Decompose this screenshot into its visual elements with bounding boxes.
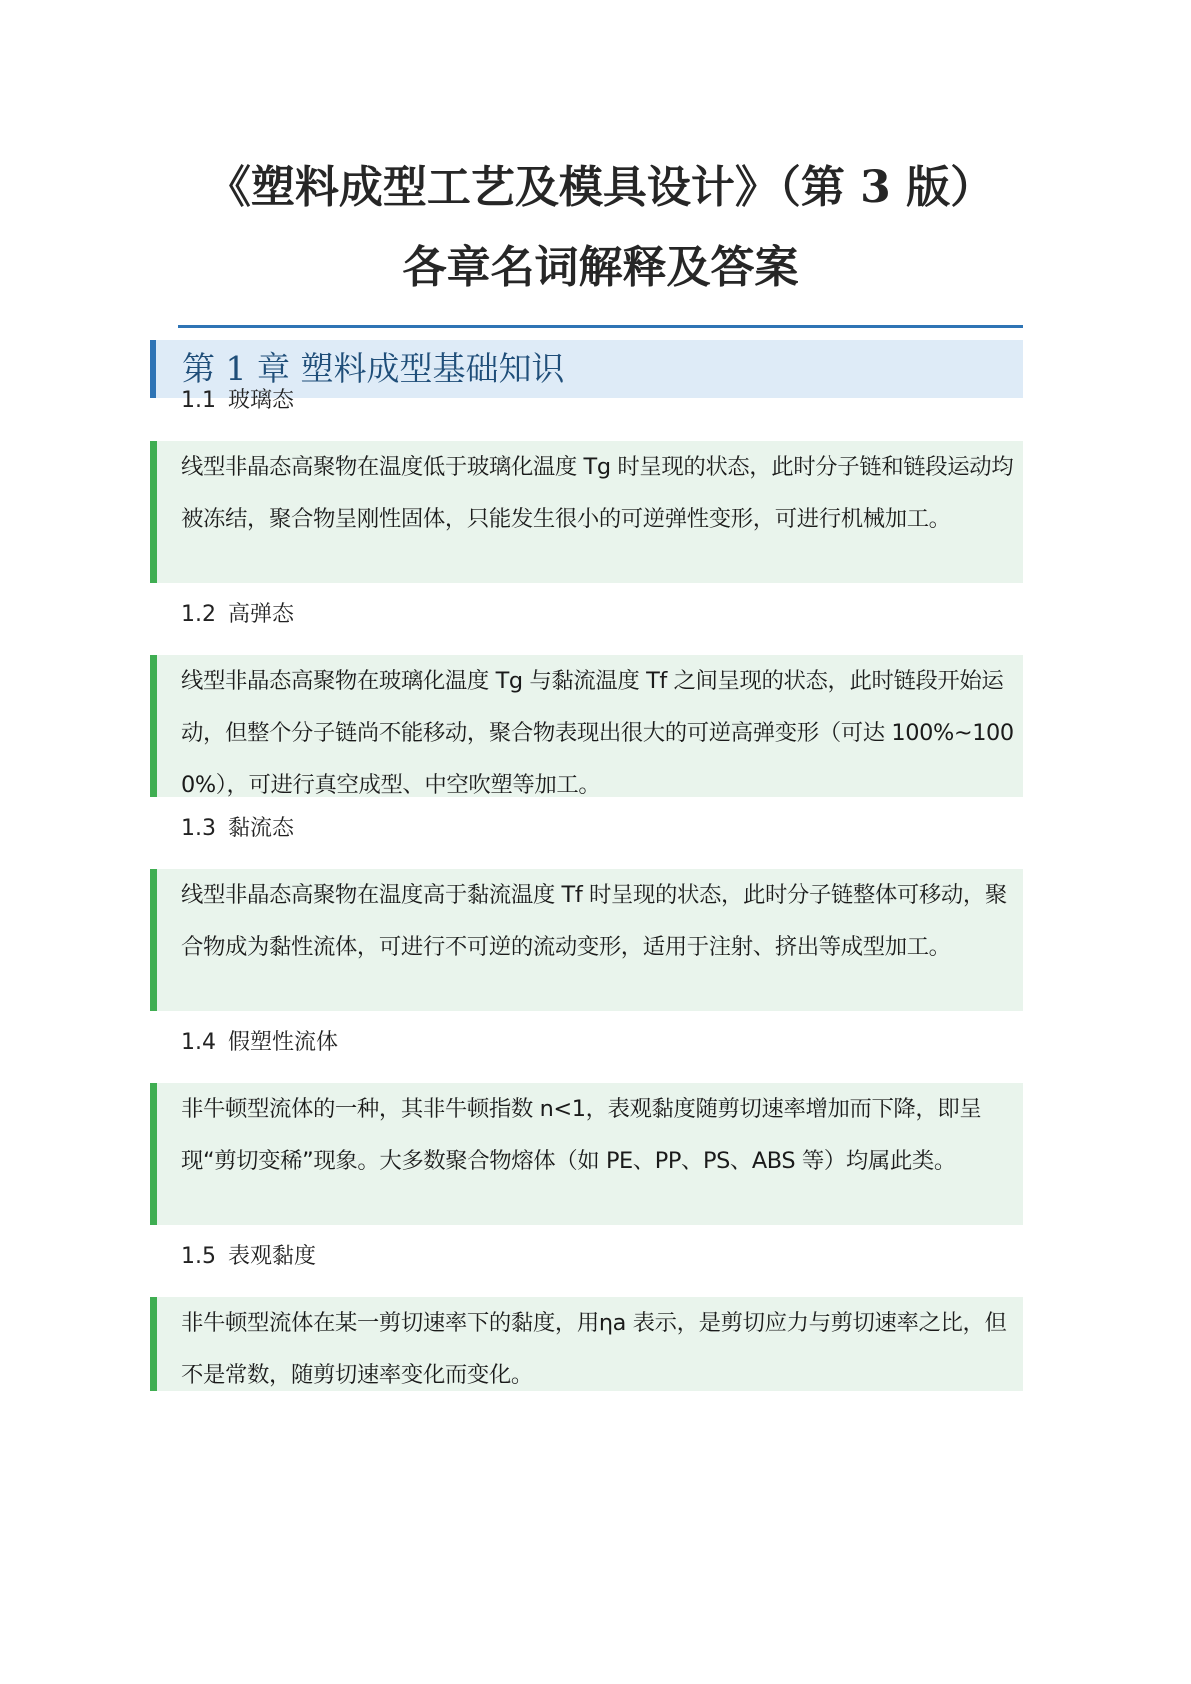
definition-box xyxy=(150,1083,1023,1225)
definition-text: 线型非晶态高聚物在温度低于玻璃化温度 Tg 时呈现的状态，此时分子链和链段运动均被冻结，聚合物呈刚性固体，只能发生很小的可逆弹性变形，可进行机械加工。 xyxy=(181,454,1014,532)
term-number: 1.2 xyxy=(181,602,216,627)
document-title xyxy=(178,148,1023,308)
definition-box xyxy=(150,869,1023,1011)
term-heading xyxy=(181,812,294,846)
definition-text: 线型非晶态高聚物在玻璃化温度 Tg 与黏流温度 Tf 之间呈现的状态，此时链段开始运动，但整个分子链尚不能移动，聚合物表现出很大的可逆高弹变形（可达 100%~1000%），可进行真空成型、中空吹塑等加工。 xyxy=(181,668,1014,798)
definition-box xyxy=(150,655,1023,797)
definition-text: 非牛顿型流体的一种，其非牛顿指数 n<1，表观黏度随剪切速率增加而下降，即呈现“剪切变稀”现象。大多数聚合物熔体（如 PE、PP、PS、ABS 等）均属此类。 xyxy=(181,1096,982,1174)
definition-text: 非牛顿型流体在某一剪切速率下的黏度，用ηa 表示，是剪切应力与剪切速率之比，但不是常数，随剪切速率变化而变化。 xyxy=(181,1310,1007,1388)
term-number: 1.4 xyxy=(181,1030,216,1055)
term-name: 玻璃态 xyxy=(228,388,295,413)
term-heading xyxy=(181,598,294,632)
title-line-2: 各章名词解释及答案 xyxy=(402,242,799,293)
definition-box xyxy=(150,1297,1023,1391)
definition-accent-bar xyxy=(150,1083,157,1225)
term-heading xyxy=(181,1026,338,1060)
definition-text: 线型非晶态高聚物在温度高于黏流温度 Tf 时呈现的状态，此时分子链整体可移动，聚合物成为黏性流体，可进行不可逆的流动变形，适用于注射、挤出等成型加工。 xyxy=(181,882,1007,960)
chapter-title: 第 1 章 塑料成型基础知识 xyxy=(182,349,565,388)
definition-accent-bar xyxy=(150,1297,157,1391)
term-number: 1.5 xyxy=(181,1244,216,1269)
term-number: 1.1 xyxy=(181,388,216,413)
definition-accent-bar xyxy=(150,655,157,797)
term-name: 假塑性流体 xyxy=(228,1030,339,1055)
term-name: 表观黏度 xyxy=(228,1244,317,1269)
term-name: 高弹态 xyxy=(228,602,295,627)
definition-accent-bar xyxy=(150,441,157,583)
title-divider xyxy=(178,325,1023,328)
term-name: 黏流态 xyxy=(228,816,295,841)
chapter-accent-bar xyxy=(150,340,156,398)
term-number: 1.3 xyxy=(181,816,216,841)
definition-accent-bar xyxy=(150,869,157,1011)
term-heading xyxy=(181,384,294,418)
term-heading xyxy=(181,1240,316,1274)
definition-box xyxy=(150,441,1023,583)
title-line-1: 《塑料成型工艺及模具设计》（第 3 版） xyxy=(206,162,995,213)
